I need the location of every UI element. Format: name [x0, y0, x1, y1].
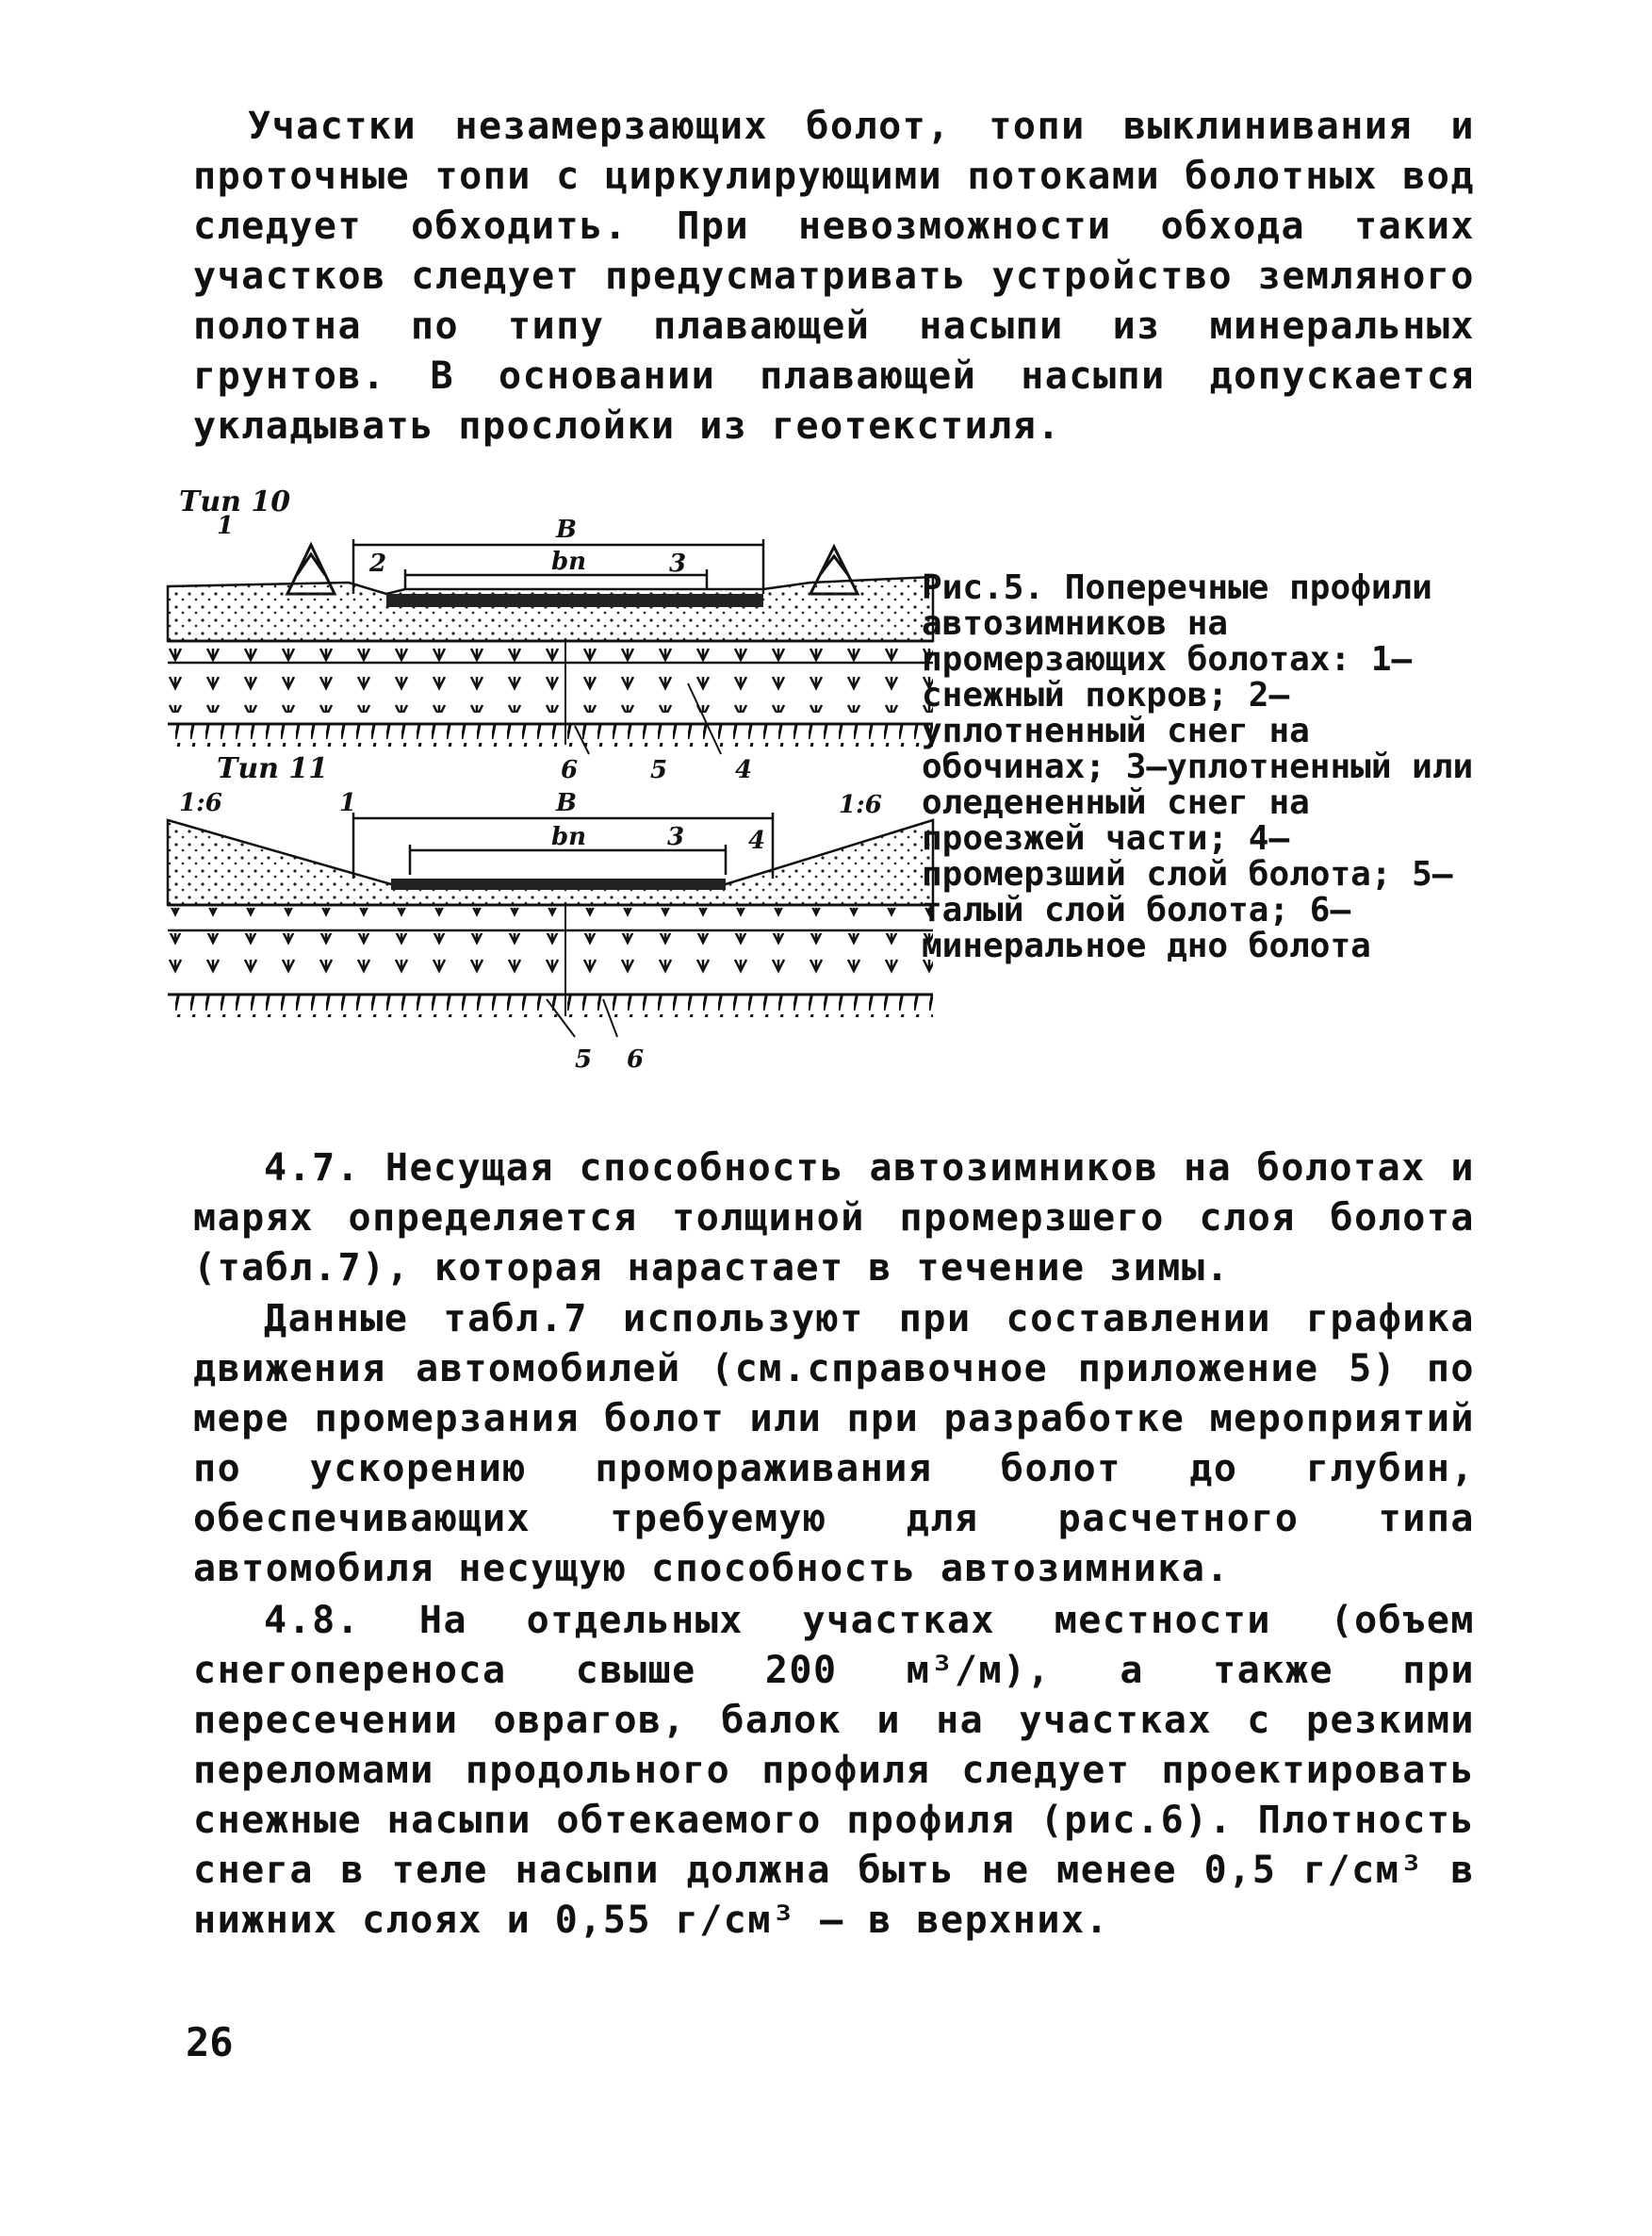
label-bn-top: bп — [551, 548, 587, 576]
label-slope-left: 1:6 — [179, 789, 222, 817]
compacted-snow-road-bottom — [391, 879, 726, 890]
mineral-bottom-top — [168, 724, 933, 747]
label-1-top: 1 — [217, 512, 235, 540]
frozen-layer-bottom — [168, 908, 933, 930]
label-b-bottom: В — [556, 789, 577, 817]
label-4-top: 4 — [735, 756, 753, 784]
label-5-top: 5 — [650, 756, 668, 784]
label-3-top: 3 — [669, 550, 687, 578]
type-11-label: Тип 11 — [217, 752, 329, 785]
frozen-layer-top — [168, 644, 933, 663]
paragraph-table7-usage: Данные табл.7 используют при составлении графика движения автомобилей (см.справочное приложение 5) по мере промерзания болот или при разработке мероприятий по ускорению промораживания болот до глубин, обеспечивающих требуемую для расчетного типа автомобиля несущую способность автозимника. — [193, 1297, 1475, 1590]
compacted-snow-road-top — [386, 594, 763, 607]
paragraph-4-8: 4.8. На отдельных участках местности (объем снегопереноса свыше 200 м³/м), а также при пересечении оврагов, балок и на участках с резкими переломами продольного профиля следует проектировать снежные насыпи обтекаемого профиля (рис.6). Плотность снега в теле насыпи должна быть не менее 0,5 г/см³ в нижних слоях и 0,55 г/см³ – в верхних. — [193, 1599, 1475, 1942]
figure-cross-sections — [160, 471, 942, 1084]
cross-section-diagram — [160, 471, 942, 1084]
label-6-top: 6 — [561, 756, 579, 784]
thawed-layer-bottom — [168, 933, 933, 986]
label-6-bottom: 6 — [627, 1045, 645, 1074]
snow-embankment-bottom — [168, 820, 933, 905]
label-1-bottom: 1 — [339, 789, 357, 817]
label-4-bottom: 4 — [748, 827, 766, 855]
page-number: 26 — [186, 2019, 234, 2065]
snow-cover-top — [168, 577, 933, 641]
paragraph-4-7: 4.7. Несущая способность автозимников на болотах и марях определяется толщиной промерзшего слоя болота (табл.7), которая нарастает в течение зимы. — [193, 1146, 1475, 1290]
figure-caption: Рис.5. Поперечные профили автозимников на промерзающих болотах: 1–снежный покров; 2–уплотненный снег на обочинах; 3–уплотненный или оледененный снег на проезжей части; 4–промерзший слой болота; 5–талый слой болота; 6–минеральное дно болота — [922, 568, 1474, 965]
label-bn-bottom: bп — [551, 823, 587, 851]
mineral-bottom-bottom — [168, 995, 933, 1017]
label-3-bottom: 3 — [667, 823, 685, 851]
label-slope-right: 1:6 — [839, 791, 882, 819]
thawed-layer-top — [168, 666, 933, 713]
label-5-bottom: 5 — [575, 1045, 593, 1074]
label-b-top: В — [556, 516, 577, 544]
paragraph-swamp-bypass: Участки незамерзающих болот, топи выклинивания и проточные топи с циркулирующими потоками болотных вод следует обходить. При невозможности обхода таких участков следует предусматривать устройство земляного полотна по типу плавающей насыпи из минеральных грунтов. В основании плавающей насыпи допускается укладывать прослойки из геотекстиля. — [193, 105, 1475, 448]
type-10-label: Тип 10 — [179, 485, 291, 518]
label-2-top: 2 — [369, 550, 387, 578]
